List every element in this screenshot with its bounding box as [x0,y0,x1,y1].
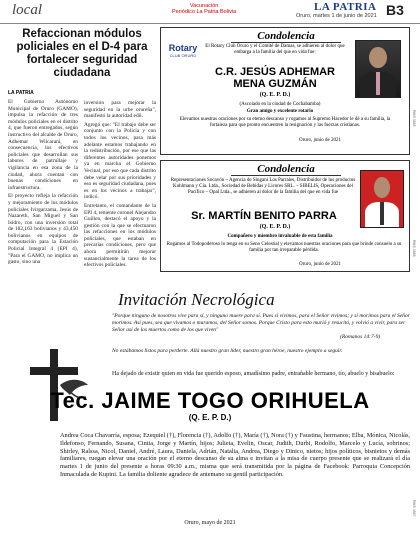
condolence-message: Rogamos al Todopoderoso lo tenga en su Seno Celestial y elevamos nuestras oraciones para que brinde consuelo a su familia por tan irreparable pérdida. [166,242,402,253]
deceased-photo [360,170,404,228]
deceased-photo [355,40,401,98]
qepd-label: (Q. E. P. D.) [188,413,232,422]
rotary-logo [166,43,200,73]
deceased-name: Sr. MARTÍN BENITO PARRA [191,210,337,222]
invitation-body: Andrea Coca Chavarría, esposa; Ezequiel (†), Florencia (†), Adolfo (†), María (†), Nora (†) y Faustina, hermanos; Elba, Mónica, Nicolás, Ildefonso, Fernando, Susana, Cintia, Jorge y Martín, hijos; Julieta, Evelin, Oscar, Judith, Durbi, Rodolfo, Marcelo y Lucía, sobrinos; Shirley, Ralssa, Nicol, Daniel, André, Laura, Daniela, Adrián, Natalia, Andrea, Diego y Dinico, nietos; hijos políticos, bisnietos y demás familiares, ruegan elevar una oración por el eterno descanso de su alma e invitan a la misa de cuerpo presente que se realizará el día martes 1 de junio del presente a horas 09:30 a.m., misma que será transmitida por la página de Facebook: Parroquia Concepción Inmaculada de Kupini. La familia doliente agradece de antemano su gentil participación. [60,432,410,478]
article-paragraph: Agregó que: "El trabajo debe ser conjunto con la Policía y con todos los vecinos, para más adelante estamos trabajando en la redistribución, por ese que las diferentes autoridades ponemos ya en marcha el Gobierno Vecinal, por eso que cada distrito debe velar por sus prioridades y eso es seguridad ciudadana, pues es en los vecinos a trabajar", indicó. [84,121,156,201]
condolence-intro: El Rotary Club Oruro y el Comité de Damas, se adhieren al dolor que embarga a la familia del que en vida fue: [205,44,345,55]
condolence-title: Condolencia [231,30,341,43]
condolence-title: Condolencia [231,163,341,176]
article-paragraph: Entretanto, el comandante de la EPI 4, teniente coronel Alejandro Guillen, destacó el apoyo y la gestión con la que se efectuaron las refacciones en los módulos policiales, que estaban en precarias condiciones, pero que ahora permitirán mejorar sustancialmente la tarea de los efectivos policiales. [84,202,157,269]
article-paragraph: El proyecto refleja la refacción y mejoramiento de los módulos policiales Ivirgarzama, Jesús de Nazareth, San Miguel y San Isidro, con una inversión total de 182,163 bolivianos y 43,450 bolivianos en equipos de computación para la Estación Policial Integral 4 (EPI 4), "Para el GAMO, no implica un gasto, sino una [8,193,78,266]
section-label: local [12,2,42,18]
ad-code: RMS 4585 [412,110,416,127]
invitation-signature: Oruro, mayo de 2021 [184,520,236,526]
rotary-logo-sub: CLUB ORURO [169,53,197,58]
family-quote: No estábamos listos para perderte. Allá nuestro gran líder, nuestro gran héroe, nuestro ejemplo a seguir. [112,348,343,354]
bible-verse: "Porque ninguno de nosotros vive para sí, y ninguno muere para sí. Pues si vivimos, para el Señor vivimos; y si morimos para el Señor morimos. Así pues, sea que vivamos o muramos, del Señor somos. Porque Cristo para esto murió y resucitó, y volvió a vivir, para ser Señor así de los muertos como de los que viven" [112,313,410,333]
ad-code: RMS 4586 [412,240,416,257]
article-paragraph: inversión para mejorar la seguridad en la urbe orureña", manifestó la autoridad edil. [84,100,156,120]
deceased-name: Tec. JAIME TOGO ORIHUELA [50,388,370,413]
article-column-1 [8,99,78,268]
ad-code: RMS 4587 [412,500,416,517]
header-note-line2: Periódico La Patria Bolivia [172,9,237,15]
rotary-logo-word: Rotary [168,43,198,53]
header-note-line1: Vacunación [189,3,219,9]
condolence-signature: Oruro, junio de 2021 [299,138,341,143]
deceased-motto: Compañero y miembro invaluable de esta familia [227,234,333,239]
deceased-name [200,66,350,90]
invitation-intro: Ha dejado de existir quien en vida fue querido esposo, amadísimo padre, entrañable hermano, tío, abuelo y bisabuelo: [112,371,395,377]
header-center-note [172,3,236,15]
deceased-motto: Gran amigo y excelente rotario [246,109,314,114]
deceased-role: (Ascoiado en la ciudad de Cochabamba) [239,102,321,107]
qepd-label: (Q. E. P. D.) [259,92,291,98]
news-article [8,28,156,268]
article-paragraph: El Gobierno Autónomo Municipal de Oruro (GAMO), impulsa la refacción de tres módulos policiales en el distrito 4, que fueron entregados, según instructivo del alcalde de Oruro, Adhemar Wilcarani, en consecuencia, los efectivos policiales que desarrollan sus labores de patrullaje y vigilancia en esa zona de la ciudad, ahora cuentan con buenas condiciones en infraestructura. [8,99,78,191]
qepd-label: (Q. E. P. D.) [259,224,291,230]
article-byline: LA PATRIA [8,90,34,96]
page-header [0,0,420,24]
condolence-intro: Representaciones Socavón – Agencia de Singani Los Parrales, Distribuidor de los productos Kuhlmann y Cía. Ltda., Sociedad de Bebidas y Licores SRL. – SIBELIS, Operaciones del Pacífico – Opal Ltda., se adhieren al dolor de la familia del que en vida fue [170,178,356,195]
page-number: B3 [386,2,404,18]
article-title: Refaccionan módulos policiales en el D-4 para fortalecer seguridad ciudadana [16,28,148,79]
deceased-name-line1: C.R. JESÚS ADHEMAR [215,66,335,78]
condolence-message: Elevamos nuestras oraciones por su eterno descanso y rogamos al Supremo Hacedor le dé a su familia, la fortaleza para que pronto encuentren la resignación y las fuerzas cristianas. [179,117,391,128]
edition-date: Oruro, martes 1 de junio de 2021 [296,13,377,19]
newspaper-name: LA PATRIA [314,1,377,13]
deceased-name-line2: MENA GUZMÁN [233,78,317,90]
condolence-signature: Oruro, junio de 2021 [299,262,341,267]
invitation-title: Invitación Necrológica [118,290,275,309]
article-column-2 [84,100,156,271]
verse-reference: (Romanos 14:7-9) [340,334,381,340]
